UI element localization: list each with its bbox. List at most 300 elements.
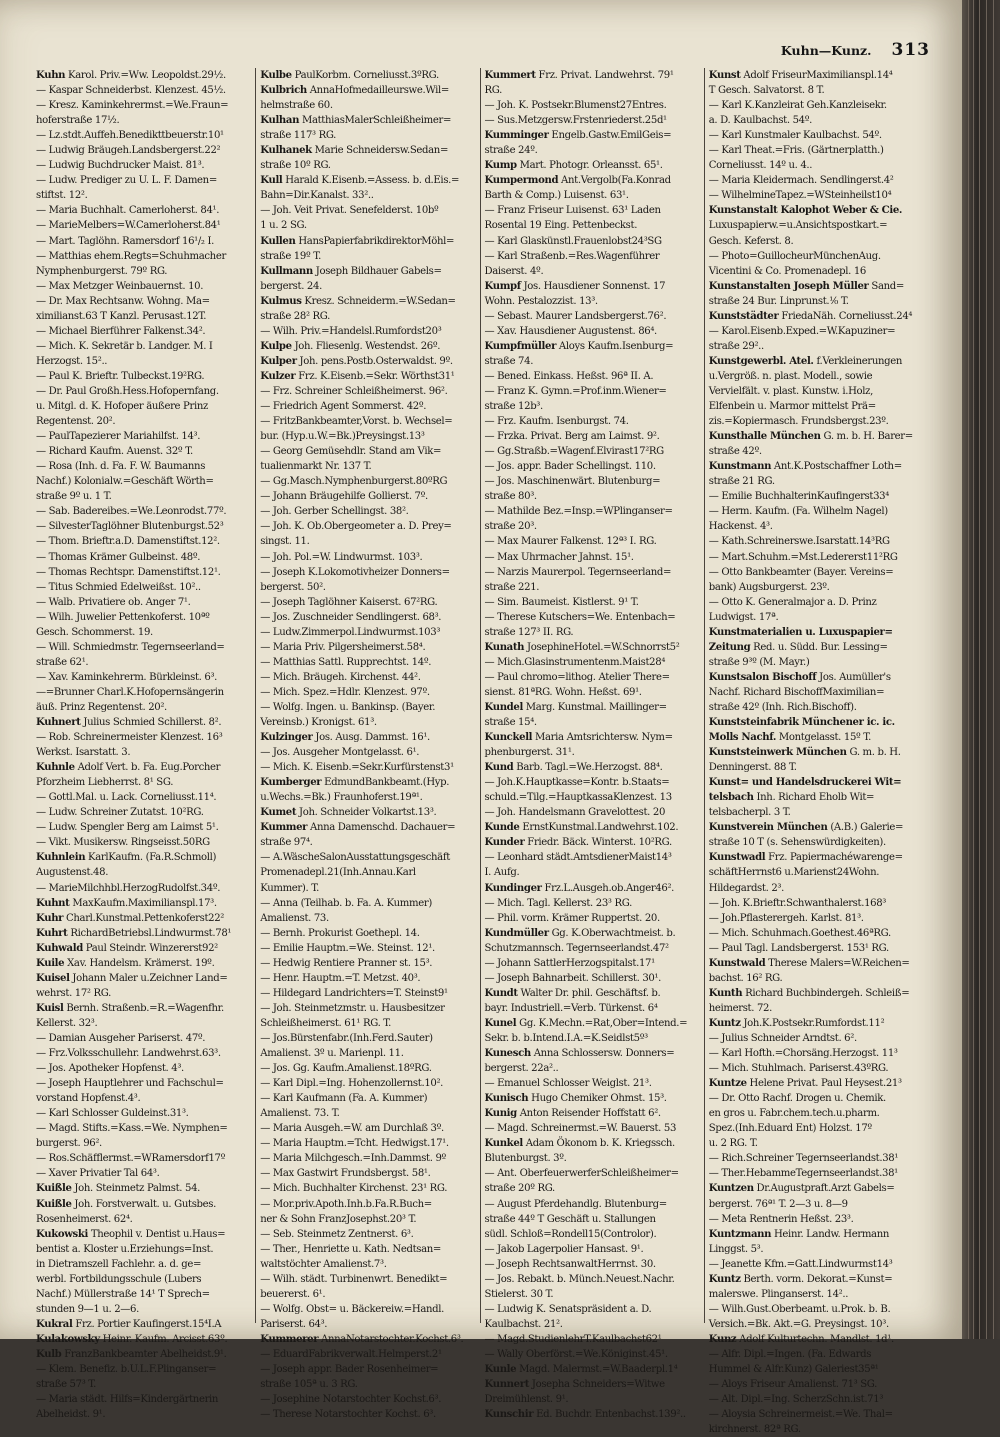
entry-text: — Jos. Apotheker Hopfenst. 4³. <box>36 1063 184 1075</box>
entry-surname: Kuißle <box>36 1183 72 1195</box>
directory-entry-line <box>709 414 924 429</box>
entry-text: — Joseph Bahnarbeit. Schillerst. 30¹. <box>484 972 662 984</box>
entry-surname: Kunststädter <box>708 310 779 322</box>
directory-entry-line <box>485 1001 700 1016</box>
entry-surname: Kunisch <box>484 1093 529 1105</box>
entry-text: — Richard Kaufm. Auenst. 32º T. <box>36 446 193 458</box>
directory-entry-line <box>709 790 924 805</box>
directory-entry-line <box>709 188 924 203</box>
entry-text: Jos. Hausdiener Sonnenst. 17 <box>520 280 666 292</box>
entry-text: Amalienst. 3º u. Marienpl. 11. <box>260 1048 404 1060</box>
directory-entry-line <box>709 1257 924 1272</box>
directory-entry-line <box>260 565 475 580</box>
directory-entry-line <box>709 354 924 369</box>
entry-text: — Aloys Friseur Amalienst. 71³ SG. <box>708 1379 877 1391</box>
entry-text: Aloys Kaufm.Isenburg= <box>556 340 674 352</box>
entry-text: — Franz K. Gymn.=Prof.inm.Wiener= <box>484 385 667 397</box>
entry-surname: Kunstwadl <box>708 852 766 864</box>
directory-entry-line <box>260 971 475 986</box>
directory-entry-line <box>485 1302 700 1317</box>
entry-text: straße 12b³. <box>484 401 543 413</box>
entry-text: — Joh. Gerber Schellingst. 38². <box>260 506 409 518</box>
directory-entry-line <box>485 369 700 384</box>
directory-entry-line <box>485 444 700 459</box>
entry-surname: Kulper <box>260 355 297 367</box>
entry-text: RichardBetriebsl.Lindwurmst.78¹ <box>67 927 232 939</box>
directory-entry-line <box>260 1106 475 1121</box>
entry-surname: Kuhnert <box>36 717 81 729</box>
entry-text: — Karl K.Kanzleirat Geh.Kanzleisekr. <box>708 100 887 112</box>
directory-entry-line <box>36 670 251 685</box>
directory-entry-line <box>485 1272 700 1287</box>
entry-text: — Jos.Bürstenfabr.(Inh.Ferd.Sauter) <box>260 1033 433 1044</box>
entry-surname: Kunstverein München <box>708 822 828 834</box>
entry-text: — Otto Bankbeamter (Bayer. Vereins= <box>708 566 894 578</box>
directory-entry-line <box>709 294 924 309</box>
directory-entry-line <box>36 1242 251 1257</box>
entry-text: Gg. K.Oberwachtmeist. b. <box>548 927 676 939</box>
entry-surname: Kund <box>484 762 514 774</box>
directory-entry-line <box>36 805 251 820</box>
column-3 <box>480 68 704 1421</box>
entry-text: Mart. Photogr. Orleansst. 65¹. <box>516 160 663 172</box>
directory-entry-line <box>709 1407 924 1422</box>
directory-entry-line <box>485 83 700 98</box>
directory-entry-line <box>36 203 251 218</box>
directory-entry-line <box>260 730 475 745</box>
directory-entry-line <box>36 1227 251 1242</box>
entry-text: Ed. Buchdr. Entenbachst.139².. <box>533 1409 686 1421</box>
directory-entry-line <box>485 1407 700 1422</box>
entry-text: Adam Ökonom b. K. Kriegssch. <box>522 1138 675 1150</box>
directory-entry-line <box>36 143 251 158</box>
directory-entry-line <box>260 670 475 685</box>
entry-surname: Kuntzmann <box>708 1228 772 1240</box>
entry-text: — Karl Schlosser Guldeinst.31³. <box>36 1108 189 1120</box>
directory-entry-line <box>260 1197 475 1212</box>
entry-text: — Mart.Schuhm.=Mst.Ledererst11²RG <box>708 551 898 563</box>
directory-entry-line <box>485 610 700 625</box>
directory-entry-line <box>485 1392 700 1407</box>
directory-entry-line <box>485 1181 700 1196</box>
entry-text: — Maria Hauptm.=Tcht. Hedwigst.17¹. <box>260 1138 449 1150</box>
entry-text: — Sim. Baumeist. Kistlerst. 9¹ T. <box>484 596 639 608</box>
entry-text: Charl.Kunstmal.Pettenkoferst22² <box>63 912 225 924</box>
directory-entry-line <box>485 941 700 956</box>
entry-text: EdmundBankbeamt.(Hyp. <box>321 777 450 789</box>
entry-text: — Mich. Stuhlmach. Pariserst.43ºRG. <box>708 1063 889 1075</box>
directory-entry-line <box>709 1422 924 1437</box>
directory-entry-line <box>709 610 924 625</box>
directory-entry-line <box>709 580 924 595</box>
entry-text: —=Brunner Charl.K.Hofopernsängerin <box>36 686 224 698</box>
page-number: 313 <box>891 40 930 60</box>
entry-text: Barb. Tagl.=We.Herzogst. 88⁴. <box>513 762 663 774</box>
directory-entry-line <box>36 1347 251 1362</box>
entry-text: bur. (Hyp.u.W.=Bk.)Preysingst.13³ <box>260 431 425 443</box>
entry-text: — Michael Bierführer Falkenst.34². <box>36 325 206 337</box>
entry-text: — Bernh. Prokurist Goethepl. 14. <box>260 927 420 939</box>
entry-text: — FritzBankbeamter,Vorst. b. Wechsel= <box>260 416 453 428</box>
directory-entry-line <box>485 640 700 655</box>
entry-text: — Klem. Benefiz. b.U.L.F.Plinganser= <box>36 1364 217 1376</box>
entry-text: beuererst. 6¹. <box>260 1288 326 1300</box>
directory-entry-line <box>485 143 700 158</box>
entry-surname: Kunstgewerbl. Atel. <box>708 355 814 367</box>
entry-text: — Emanuel Schlosser Weiglst. 21³. <box>484 1078 652 1090</box>
directory-entry-line <box>709 881 924 896</box>
directory-entry-line <box>485 670 700 685</box>
entry-surname: Kumpfmüller <box>484 340 557 352</box>
directory-entry-line <box>260 1227 475 1242</box>
entry-text: — Georg Gemüsehdlr. Stand am Vik= <box>260 446 442 458</box>
entry-text: straße 21 RG. <box>708 476 775 488</box>
entry-text: Dr.Augustpraft.Arzt Gabels= <box>753 1183 895 1195</box>
entry-surname: Kuisel <box>36 972 70 984</box>
directory-entry-line <box>36 113 251 128</box>
directory-entry-line <box>709 565 924 580</box>
directory-entry-line <box>260 1257 475 1272</box>
entry-text: — August Pferdehandlg. Blutenburg= <box>484 1198 667 1210</box>
entry-text: Frz. Privat. Landwehrst. 79¹ <box>535 70 674 81</box>
entry-text: Heinr. Kaufm. Arcisst.63º. <box>99 1333 228 1345</box>
entry-text: straße 127³ II. RG. <box>484 626 574 638</box>
directory-entry-line <box>709 1302 924 1317</box>
entry-surname: Kumpermond <box>484 175 559 187</box>
entry-surname: Kumberger <box>260 777 322 789</box>
entry-surname: Kunst= und Handelsdruckerei Wit= <box>708 777 902 789</box>
entry-text: schuld.=Tilg.=HauptkassaKlenzest. 13 <box>484 792 672 804</box>
directory-entry-line <box>485 881 700 896</box>
entry-text: — Mich. Schuhmach.Goethest.46ªRG. <box>708 927 891 939</box>
directory-entry-line <box>36 1061 251 1076</box>
entry-text: Frz. K.Eisenb.=Sekr. Wörthst31¹ <box>295 370 455 382</box>
entry-text: — Dr. Paul Großh.Hess.Hofopernfang. <box>36 385 219 397</box>
entry-text: bergerst. 50². <box>260 581 326 593</box>
entry-text: — Mich. K. Eisenb.=Sekr.Kurfürstenst3¹ <box>260 762 454 774</box>
entry-text: Paul Steindr. Winzererst92² <box>82 942 218 954</box>
directory-entry-line <box>485 550 700 565</box>
entry-text: — Ludwig Bräugeh.Landsbergerst.22² <box>36 145 221 157</box>
entry-text: — Joseph RechtsanwaltHerrnst. 30. <box>484 1258 656 1270</box>
entry-text: Joh. Steinmetz Palmst. 54. <box>71 1183 201 1195</box>
entry-text: — Gg.Straßb.=Wagenf.Elvirast17²RG <box>484 446 664 458</box>
entry-text: — Maria Milchgesch.=Inh.Dammst. 9º <box>260 1153 446 1165</box>
directory-entry-line <box>709 339 924 354</box>
entry-text: Barth & Comp.) Luisenst. 63¹. <box>484 190 629 202</box>
directory-entry-line <box>260 610 475 625</box>
entry-text: straße 105ª u. 3 RG. <box>260 1379 358 1391</box>
entry-surname: Kuile <box>36 957 65 969</box>
entry-text: — Therese Notarstochter Kochst. 6³. <box>260 1409 436 1421</box>
entry-text: — Emilie BuchhalterinKaufingerst33⁴ <box>708 491 889 503</box>
directory-entry-line <box>709 655 924 670</box>
directory-entry-line <box>260 173 475 188</box>
entry-text: FranzBankbeamter Abelheidst.9¹. <box>61 1348 227 1360</box>
entry-text: — Ludw. Prediger zu U. L. F. Damen= <box>36 175 217 187</box>
entry-text: — Emilie Hauptm.=We. Steinst. 12¹. <box>260 942 435 954</box>
directory-entry-line <box>36 1272 251 1287</box>
entry-text: — Bened. Einkass. Heßst. 96ª II. A. <box>484 370 654 382</box>
entry-text: — Ludw.Zimmerpol.Lindwurmst.103³ <box>260 626 441 638</box>
entry-text: Werkst. Isarstatt. 3. <box>36 747 131 759</box>
directory-entry-line <box>260 158 475 173</box>
directory-entry-line <box>485 1347 700 1362</box>
directory-entry-line <box>485 1151 700 1166</box>
directory-entry-line <box>485 1377 700 1392</box>
entry-text: — Max Metzger Weinbauernst. 10. <box>36 280 204 292</box>
entry-text: — EduardFabrikverwalt.Helmperst.2¹ <box>260 1348 442 1360</box>
entry-surname: Kunststeinwerk München <box>708 747 847 759</box>
entry-text: Walter Dr. phil. Geschäftsf. b. <box>517 987 661 999</box>
directory-entry-line <box>709 745 924 760</box>
entry-text: Dreimühlenst. 9¹. <box>484 1394 569 1406</box>
directory-entry-line <box>709 700 924 715</box>
entry-text: — Karl Straßenb.=Res.Wagenführer <box>484 250 660 262</box>
directory-entry-line <box>260 489 475 504</box>
entry-text: — Friedrich Agent Sommerst. 42º. <box>260 401 427 413</box>
directory-entry-line <box>260 715 475 730</box>
entry-text: — Sab. Badereibes.=We.Leonrodst.77º. <box>36 506 227 518</box>
directory-entry-line <box>709 113 924 128</box>
entry-text: — Wolfg. Ingen. u. Bankinsp. (Bayer. <box>260 701 436 713</box>
entry-text: — Titus Schmied Edelweißst. 10².. <box>36 581 201 593</box>
entry-text: straße 42º (Inh. Rich.Bischoff). <box>708 701 857 713</box>
entry-text: u.Vergröß. n. plast. Modell., sowie <box>708 370 873 382</box>
entry-text: telsbacherpl. 3 T. <box>708 807 791 819</box>
directory-entry-line <box>709 1106 924 1121</box>
directory-entry-line <box>709 865 924 880</box>
entry-text: Luxuspapierw.=u.Ansichtspostkart.= <box>708 220 888 232</box>
directory-entry-line <box>485 354 700 369</box>
directory-entry-line <box>36 1392 251 1407</box>
directory-entry-line <box>260 1392 475 1407</box>
entry-surname: Kunckell <box>484 732 533 744</box>
entry-text: bentist a. Kloster u.Erziehungs=Inst. <box>36 1243 214 1255</box>
entry-text: — Karl Glaskünstl.Frauenlobst24³SG <box>484 235 662 247</box>
entry-text: Vervielfält. v. plast. Kunstw. i.Holz, <box>708 385 873 397</box>
directory-entry-line <box>485 294 700 309</box>
entry-surname: Kuntz <box>708 1017 741 1029</box>
entry-text: malerswe. Plinganserst. 14².. <box>708 1288 849 1300</box>
directory-entry-line <box>709 1181 924 1196</box>
entry-text: — Mor.priv.Apoth.Inh.b.Fa.R.Buch= <box>260 1198 432 1210</box>
directory-entry-line <box>36 610 251 625</box>
directory-entry-line <box>36 986 251 1001</box>
directory-entry-line <box>709 670 924 685</box>
entry-text: — Meta Rentnerin Heßst. 23³. <box>708 1213 854 1225</box>
directory-entry-line <box>485 504 700 519</box>
entry-surname: Kullmann <box>260 265 313 277</box>
directory-entry-line <box>260 1166 475 1181</box>
entry-surname: Kunschir <box>484 1409 534 1421</box>
entry-surname: Kunstanstalt Kalophot Weber & Cie. <box>708 205 903 217</box>
directory-entry-line <box>709 534 924 549</box>
directory-entry-line <box>485 911 700 926</box>
entry-text: — Jos. Gg. Kaufm.Amalienst.18ºRG. <box>260 1063 432 1075</box>
directory-entry-line <box>36 1016 251 1031</box>
directory-entry-line <box>709 1212 924 1227</box>
entry-text: Anton Reisender Hoffstatt 6². <box>516 1108 661 1120</box>
entry-text: Helene Privat. Paul Heysest.21³ <box>746 1078 902 1090</box>
entry-text: straße 57³ T. <box>36 1379 97 1391</box>
entry-text: — Xaver Privatier Tal 64³. <box>36 1168 160 1180</box>
directory-entry-line <box>260 775 475 790</box>
entry-text: Pariserst. 64³. <box>260 1318 328 1330</box>
entry-text: — Joh. Veit Privat. Senefelderst. 10bº <box>260 205 439 217</box>
entry-text: straße 117³ RG. <box>260 130 337 142</box>
directory-entry-line <box>260 249 475 264</box>
entry-surname: Kulpe <box>260 340 292 352</box>
entry-surname: Kuntze <box>708 1078 747 1090</box>
directory-entry-line <box>36 685 251 700</box>
directory-entry-line <box>36 354 251 369</box>
entry-text: straße 20º RG. <box>484 1183 555 1195</box>
entry-surname: Kukowski <box>36 1228 89 1240</box>
entry-text: Amalienst. 73. T. <box>260 1108 340 1120</box>
entry-text: phenburgerst. 31¹. <box>484 747 575 759</box>
directory-entry-line <box>36 489 251 504</box>
entry-text: Jos. Aumüller's <box>816 671 891 683</box>
directory-entry-line <box>709 1061 924 1076</box>
entry-text: — Frz.Volksschullehr. Landwehrst.63³. <box>36 1048 221 1060</box>
directory-entry-line <box>36 820 251 835</box>
entry-text: Gesch. Keferst. 8. <box>708 235 794 247</box>
directory-entry-line <box>485 324 700 339</box>
entry-text: u. Mitgl. d. K. Hofoper äußere Prinz <box>36 401 208 413</box>
directory-entry-line <box>260 926 475 941</box>
entry-text: — Damian Ausgeher Pariserst. 47º. <box>36 1033 206 1044</box>
entry-text: Corneliusst. 14º u. 4.. <box>708 160 813 172</box>
directory-entry-line <box>485 1287 700 1302</box>
entry-text: Rosental 19 Eing. Pettenbeckst. <box>484 220 638 232</box>
entry-text: straße 80³. <box>484 491 537 503</box>
directory-entry-line <box>36 294 251 309</box>
directory-entry-line <box>260 203 475 218</box>
entry-text: AnnaNotarstochter.Kochst.6³. <box>318 1333 464 1345</box>
entry-text: Friedr. Bäck. Winterst. 10²RG. <box>524 837 672 849</box>
entry-text: — Frz. Schreiner Schleißheimerst. 96². <box>260 385 448 397</box>
directory-entry-line <box>260 98 475 113</box>
entry-surname: Kulhanek <box>260 145 312 157</box>
entry-text: ErnstKunstmal.Landwehrst.102. <box>519 822 679 834</box>
directory-entry-line <box>485 1197 700 1212</box>
directory-entry-line <box>36 249 251 264</box>
directory-entry-line <box>260 354 475 369</box>
entry-text: Linggst. 5³. <box>708 1243 764 1255</box>
entry-text: Wohn. Pestalozzist. 13³. <box>484 295 598 307</box>
entry-text: — Paul chromo=lithog. Atelier There= <box>484 671 670 683</box>
entry-text: — Joh.K.Hauptkasse=Kontr. b.Staats= <box>484 777 670 789</box>
entry-surname: Kummert <box>484 70 536 81</box>
directory-entry-line <box>260 474 475 489</box>
entry-text: — Therese Kutschers=We. Entenbach= <box>484 611 676 623</box>
entry-surname: Kuhnlein <box>36 852 86 864</box>
entry-text: — Karol.Eisenb.Exped.=W.Kapuziner= <box>708 325 896 337</box>
entry-text: Therese Malers=W.Reichen= <box>765 957 910 969</box>
entry-text: — Maria Ausgeh.=W. am Durchlaß 3º. <box>260 1123 444 1135</box>
entry-text: Bernh. Straßenb.=R.=Wagenfhr. <box>63 1002 224 1014</box>
directory-entry-line <box>36 1407 251 1422</box>
entry-text: — Joh.Pflasterergeh. Karlst. 81³. <box>708 912 864 924</box>
directory-entry-line <box>36 1031 251 1046</box>
directory-entry-line <box>260 911 475 926</box>
entry-text: — Karl Theat.=Fris. (Gärtnerplatth.) <box>708 145 884 157</box>
entry-text: Bahn=Dir.Kanalst. 33².. <box>260 190 374 202</box>
entry-text: — Ros.Schäfflermst.=WRamersdorf17º <box>36 1153 225 1165</box>
directory-entry-line <box>709 775 924 790</box>
directory-entry-line <box>260 790 475 805</box>
entry-surname: Zeitung <box>708 641 751 653</box>
directory-entry-line <box>36 504 251 519</box>
entry-surname: Kunath <box>484 641 525 653</box>
directory-entry-line <box>36 1317 251 1332</box>
entry-surname: Kummer <box>260 822 308 834</box>
directory-entry-line <box>709 911 924 926</box>
directory-entry-line <box>709 68 924 83</box>
directory-entry-line <box>260 534 475 549</box>
entry-surname: Kulakowsky <box>36 1333 100 1345</box>
entry-surname: Kundel <box>484 701 523 713</box>
directory-entry-line <box>485 730 700 745</box>
directory-entry-line <box>36 1001 251 1016</box>
entry-text: Jos. Ausg. Dammst. 16¹. <box>312 732 430 744</box>
entry-surname: Kunder <box>484 837 525 849</box>
directory-entry-line <box>709 730 924 745</box>
entry-surname: Kull <box>260 175 283 187</box>
entry-text: Marie Schneidersw.Sedan= <box>311 145 449 157</box>
entry-text: a. D. Kaulbachst. 54º. <box>708 115 813 127</box>
entry-text: Hummel & Alfr.Kunz) Galeriest35ª¹ <box>708 1364 879 1376</box>
directory-entry-line <box>709 1227 924 1242</box>
entry-text: Spez.(Inh.Eduard Ent) Holzst. 17º <box>708 1123 872 1135</box>
directory-entry-line <box>260 444 475 459</box>
directory-entry-line <box>260 835 475 850</box>
entry-text: — Anna (Teilhab. b. Fa. A. Kummer) <box>260 897 432 909</box>
entry-text: — Sus.Metzgersw.Frstenriederst.25d¹ <box>484 115 667 127</box>
entry-text: Frz.L.Ausgeh.ob.Anger46². <box>541 882 674 894</box>
entry-text: — Matthias ehem.Regts=Schuhmacher <box>36 250 226 262</box>
entry-text: Pforzheim Liebherrst. 8¹ SG. <box>36 777 174 789</box>
directory-entry-line <box>260 625 475 640</box>
entry-surname: Kukral <box>36 1318 73 1330</box>
entry-text: Denningerst. 88 T. <box>708 762 797 774</box>
directory-entry-line <box>709 234 924 249</box>
directory-entry-line <box>485 685 700 700</box>
entry-text: u. 2 RG. T. <box>708 1138 758 1150</box>
entry-text: u.Wechs.=Bk.) Fraunhoferst.19ª¹. <box>260 792 423 804</box>
directory-entry-line <box>709 1136 924 1151</box>
entry-text: Anna Schlossersw. Donners= <box>530 1048 675 1060</box>
entry-text: Ludwigst. 17ª. <box>708 611 779 623</box>
entry-text: Heinr. Landw. Hermann <box>771 1228 890 1240</box>
entry-text: Joh. Forstverwalt. u. Gutsbes. <box>71 1198 216 1210</box>
entry-text: — Wilh.Gust.Oberbeamt. u.Prok. b. B. <box>708 1303 891 1315</box>
directory-entry-line <box>709 715 924 730</box>
entry-text: Promenadepl.21(Inh.Annau.Karl <box>260 867 416 879</box>
entry-text: — Joh. K. Postsekr.Blumenst27Entres. <box>484 100 667 112</box>
entry-text: Vicentini & Co. Promenadepl. 16 <box>708 265 866 277</box>
entry-surname: Kunstmaterialien u. Luxuspapier= <box>708 626 893 638</box>
entry-text: Hugo Chemiker Ohmst. 15³. <box>528 1093 667 1105</box>
directory-entry-line <box>485 1362 700 1377</box>
directory-entry-line <box>709 956 924 971</box>
column-4 <box>704 68 928 1436</box>
directory-entry-line <box>36 324 251 339</box>
entry-surname: Kuisl <box>36 1002 64 1014</box>
entry-text: wehrst. 17² RG. <box>36 987 111 999</box>
entry-text: — Johann SattlerHerzogspitalst.17¹ <box>484 957 655 969</box>
